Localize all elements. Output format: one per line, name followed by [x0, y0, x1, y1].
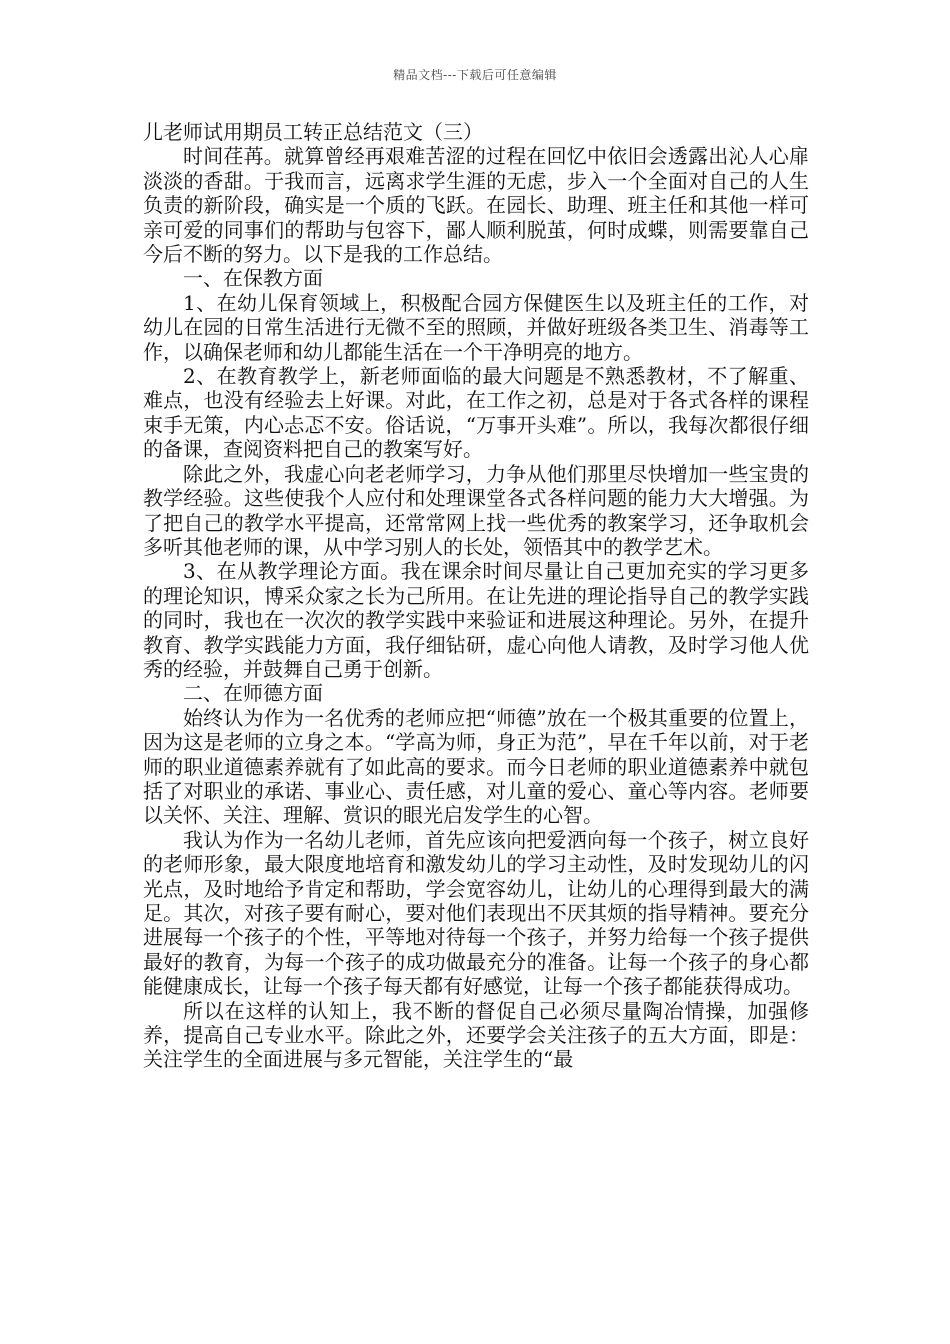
- paragraph-ethics-1: 始终认为作为一名优秀的老师应把“师德”放在一个极其重要的位置上，因为这是老师的立身之本。“学高为师，身正为范”，早在千年以前，对于老师的职业道德素养就有了如此高的要求。而今日老师的职业道德素养中就包括了对职业的承诺、事业心、责任感，对儿童的爱心、童心等内容。老师要以关怀、关注、理解、赏识的眼光启发学生的心智。: [143, 705, 809, 828]
- paragraph-teaching-2: 2、在教育教学上，新老师面临的最大问题是不熟悉教材，不了解重、难点，也没有经验去上好课。对此，在工作之初，总是对于各式各样的课程束手无策，内心忐忑不安。俗话说，“万事开头难”。所以，我每次都很仔细的备课，查阅资料把自己的教案写好。: [143, 364, 809, 462]
- document-title: 儿老师试用期员工转正总结范文（三）: [143, 120, 483, 144]
- paragraph-intro: 时间荏苒。就算曾经再艰难苦涩的过程在回忆中依旧会透露出沁人心扉淡淡的香甜。于我而言，远离求学生涯的无虑，步入一个全面对自己的人生负责的新阶段，确实是一个质的飞跃。在园长、助理、班主任和其他一样可亲可爱的同事们的帮助与包容下，鄙人顺利脱茧，何时成蝶，则需要靠自己今后不断的努力。以下是我的工作总结。: [143, 144, 809, 267]
- paragraph-ethics-2: 我认为作为一名幼儿老师，首先应该向把爱洒向每一个孩子，树立良好的老师形象，最大限度地培育和激发幼儿的学习主动性，及时发现幼儿的闪光点，及时地给予肯定和帮助，学会宽容幼儿，让幼儿的心理得到最大的满足。其次，对孩子要有耐心，要对他们表现出不厌其烦的指导精神。要充分进展每一个孩子的个性，平等地对待每一个孩子，并努力给每一个孩子提供最好的教育，为每一个孩子的成功做最充分的准备。让每一个孩子的身心都能健康成长，让每一个孩子每天都有好感觉，让每一个孩子都能获得成功。: [143, 827, 809, 999]
- paragraph-theory-3: 3、在从教学理论方面。我在课余时间尽量让自己更加充实的学习更多的理论知识，博采众家之长为己所用。在让先进的理论指导自己的教学实践的同时，我也在一次次的教学实践中来验证和进展这种理论。另外，在提升教育、教学实践能力方面，我仔细钻研，虚心向他人请教，及时学习他人优秀的经验，并鼓舞自己勇于创新。: [143, 559, 809, 681]
- paragraph-ethics-3: 所以在这样的认知上，我不断的督促自己必须尽量陶冶情操，加强修养，提高自己专业水平。除此之外，还要学会关注孩子的五大方面，即是：关注学生的全面进展与多元智能，关注学生的“最: [143, 998, 809, 1072]
- paragraph-learning-from-seniors: 除此之外，我虚心向老老师学习，力争从他们那里尽快增加一些宝贵的教学经验。这些使我个人应付和处理课堂各式各样问题的能力大大增强。为了把自己的教学水平提高，还常常网上找一些优秀的教案学习，还争取机会多听其他老师的课，从中学习别人的长处，领悟其中的教学艺术。: [143, 461, 809, 559]
- section-heading-ethics: 二、在师德方面: [183, 681, 323, 706]
- section-heading-care-education: 一、在保教方面: [183, 266, 323, 291]
- page-header: 精品文档---下载后可任意编辑: [393, 68, 557, 82]
- paragraph-care-1: 1、在幼儿保育领域上，积极配合园方保健医生以及班主任的工作，对幼儿在园的日常生活进行无微不至的照顾，并做好班级各类卫生、消毒等工作，以确保老师和幼儿都能生活在一个干净明亮的地方。: [143, 290, 809, 364]
- document-body: [143, 120, 809, 1072]
